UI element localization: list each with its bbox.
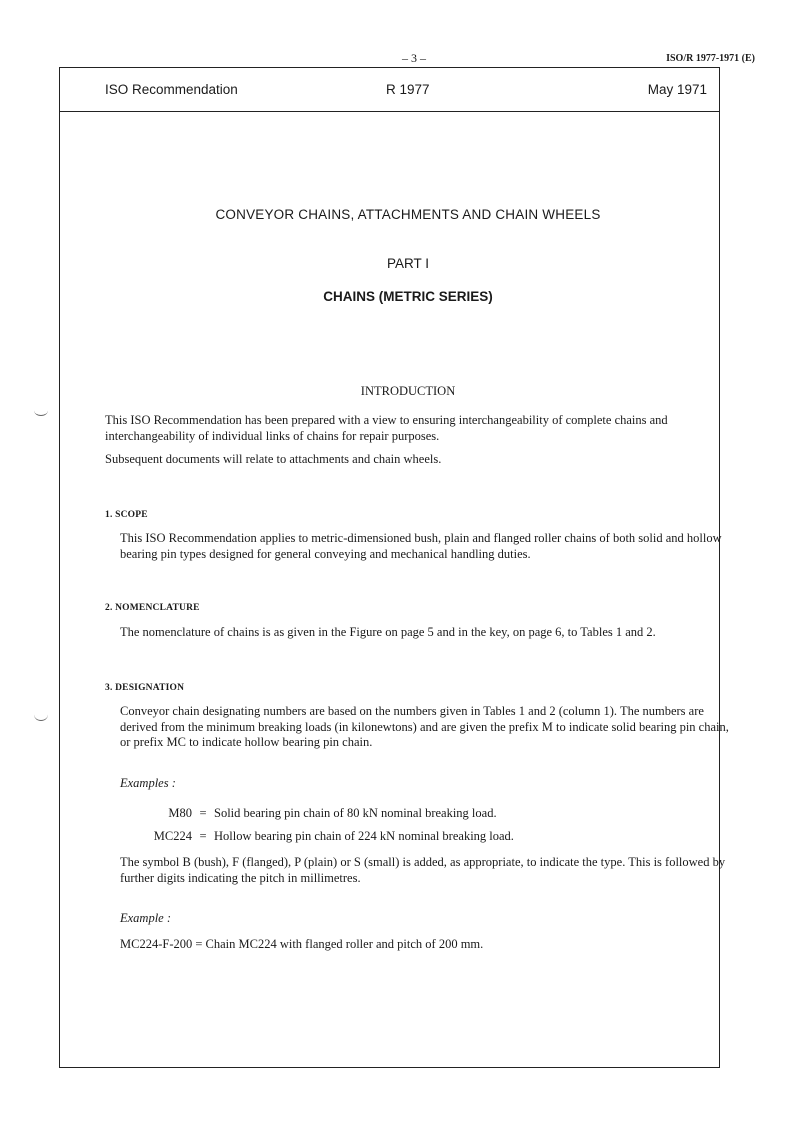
example-line <box>120 829 514 844</box>
part-label: PART I <box>386 256 430 271</box>
scan-mark <box>34 708 48 721</box>
introduction-heading: INTRODUCTION <box>360 384 456 398</box>
example-code: MC224 <box>153 829 192 843</box>
example-full-line: MC224-F-200 = Chain MC224 with flanged roller and pitch of 200 mm. <box>120 937 484 951</box>
section-heading-designation: 3. DESIGNATION <box>105 683 185 693</box>
document-subtitle: CHAINS (METRIC SERIES) <box>323 289 493 304</box>
section-heading-scope: 1. SCOPE <box>105 510 148 520</box>
header-left: ISO Recommendation <box>105 82 238 97</box>
header-middle: R 1977 <box>386 82 430 97</box>
symbol-paragraph: The symbol B (bush), F (flanged), P (plain) or S (small) is added, as appropriate, to indicate the type. This is followed by further digits indicating the pitch in millimetres. <box>120 855 726 885</box>
scan-mark <box>34 405 48 416</box>
section-heading-nomenclature: 2. NOMENCLATURE <box>105 603 200 613</box>
section-body-designation: Conveyor chain designating numbers are based on the numbers given in Tables 1 and 2 (column 1). The numbers are derived from the minimum breaking loads (in kilonewtons) and are given the prefix M to indicate solid bearing pin chain, or prefix MC to indicate hollow bearing pin chain. <box>120 704 729 749</box>
introduction-paragraph-2: Subsequent documents will relate to attachments and chain wheels. <box>105 452 442 466</box>
document-title: CONVEYOR CHAINS, ATTACHMENTS AND CHAIN WHEELS <box>215 207 601 222</box>
section-body-scope: This ISO Recommendation applies to metric-dimensioned bush, plain and flanged roller chains of both solid and hollow bearing pin types designed for general conveying and mechanical handling duties. <box>120 531 722 561</box>
example-label: Example : <box>120 911 172 925</box>
example-equals: = <box>199 829 207 843</box>
example-code: M80 <box>168 806 192 820</box>
header-right: May 1971 <box>647 82 707 97</box>
example-equals: = <box>199 806 207 820</box>
introduction-paragraph-1: This ISO Recommendation has been prepared with a view to ensuring interchangeability of complete chains and interchangeability of individual links of chains for repair purposes. <box>105 413 668 443</box>
examples-label: Examples : <box>120 776 176 790</box>
example-description: Solid bearing pin chain of 80 kN nominal breaking load. <box>214 806 497 820</box>
example-line <box>120 806 497 821</box>
header-divider <box>60 111 719 112</box>
example-description: Hollow bearing pin chain of 224 kN nominal breaking load. <box>214 829 514 843</box>
section-body-nomenclature: The nomenclature of chains is as given in the Figure on page 5 and in the key, on page 6, to Tables 1 and 2. <box>120 625 656 639</box>
page-number: – 3 – <box>402 51 426 65</box>
document-reference: ISO/R 1977-1971 (E) <box>666 53 755 64</box>
